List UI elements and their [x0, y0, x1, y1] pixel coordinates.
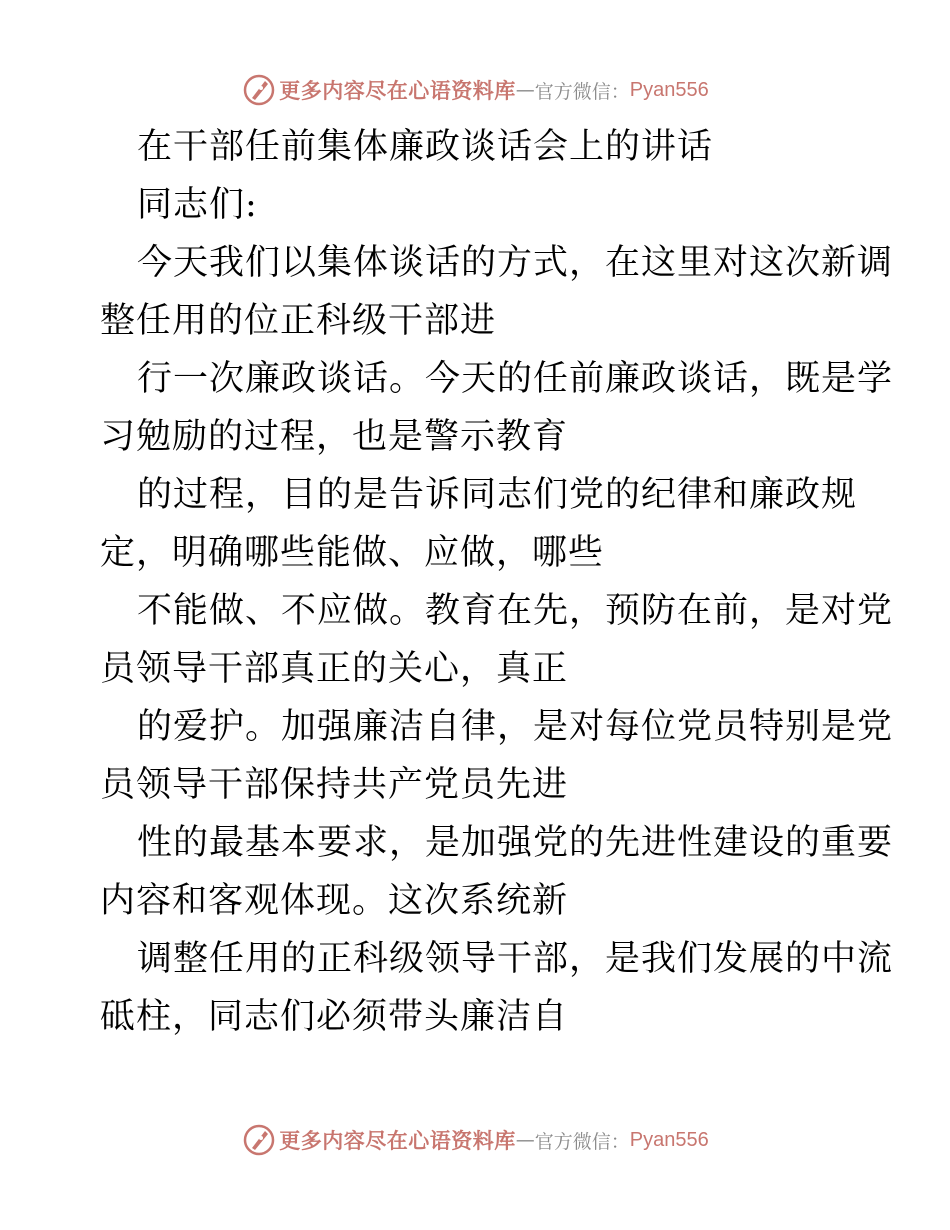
body-line: 性的最基本要求，是加强党的先进性建设的重要 — [137, 823, 894, 863]
watermark-footer — [0, 1120, 950, 1160]
pen-nib-logo-icon — [241, 72, 277, 108]
pen-nib-logo-icon — [241, 1122, 277, 1158]
watermark-handle: Pyan556 — [629, 1128, 709, 1151]
body-line: 调整任用的正科级领导干部，是我们发展的中流 — [137, 939, 894, 979]
body-line: 砥柱，同志们必须带头廉洁自 — [100, 997, 569, 1037]
body-line: 习勉励的过程，也是警示教育 — [100, 417, 569, 457]
body-line: 的过程，目的是告诉同志们党的纪律和廉政规 — [137, 475, 858, 515]
watermark-brand: 更多内容尽在心语资料库 — [279, 1128, 516, 1153]
watermark-brand: 更多内容尽在心语资料库 — [279, 78, 516, 103]
body-line: 员领导干部保持共产党员先进 — [100, 765, 569, 805]
body-line: 员领导干部真正的关心，真正 — [100, 649, 569, 689]
salutation: 同志们: — [137, 185, 258, 225]
watermark-wechat-label: 官方微信： — [534, 1130, 630, 1153]
watermark-handle: Pyan556 — [629, 78, 709, 101]
watermark-header — [0, 70, 950, 110]
body-line: 不能做、不应做。教育在先，预防在前，是对党 — [137, 591, 894, 631]
document-body — [100, 118, 894, 1046]
body-line: 整任用的位正科级干部进 — [100, 301, 497, 341]
watermark-wechat-label: 官方微信： — [534, 80, 630, 103]
document-title: 在干部任前集体廉政谈话会上的讲话 — [137, 127, 714, 167]
body-line: 的爱护。加强廉洁自律，是对每位党员特别是党 — [137, 707, 894, 747]
body-line: 内容和客观体现。这次系统新 — [100, 881, 569, 921]
watermark-separator: — — [515, 1129, 535, 1151]
body-line: 行一次廉政谈话。今天的任前廉政谈话，既是学 — [137, 359, 894, 399]
body-line: 定，明确哪些能做、应做，哪些 — [100, 533, 605, 573]
watermark-separator: — — [515, 79, 535, 101]
body-line: 今天我们以集体谈话的方式，在这里对这次新调 — [137, 243, 894, 283]
